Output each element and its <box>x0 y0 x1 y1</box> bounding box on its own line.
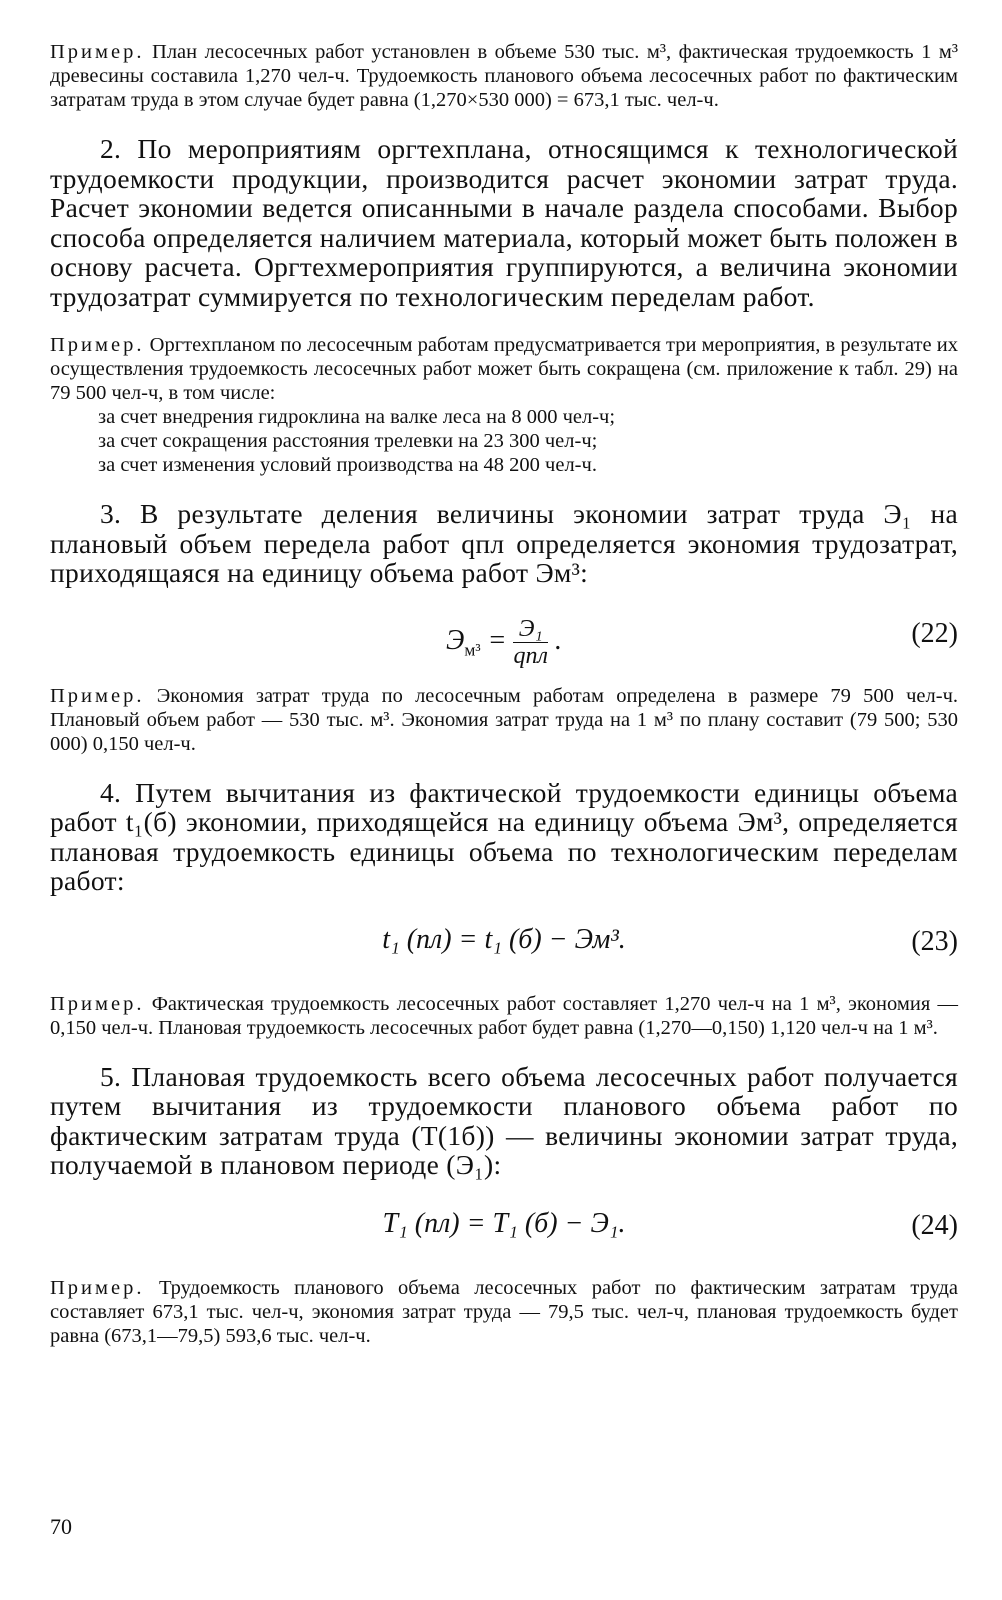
equation-number: (22) <box>911 617 958 649</box>
equation-number: (24) <box>911 1209 958 1241</box>
example-lead: Пример. <box>50 1276 145 1299</box>
paragraph-4: 4. Путем вычитания из фактической трудоемкости единицы объема работ t₁(б) экономии, приходящейся на единицу объема Эм³, определяется плановая трудоемкость единицы объема по технологическим переделам работ: <box>50 776 958 896</box>
formula-body <box>50 616 958 669</box>
formula-eq: = <box>480 624 514 656</box>
formula-23 <box>50 914 958 974</box>
example-4 <box>50 992 958 1040</box>
formula-22 <box>50 606 958 669</box>
example-lead: Пример. <box>50 41 145 63</box>
formula-lhs: Э <box>446 624 465 656</box>
paragraph-3: 3. В результате деления величины экономии затрат труда Э₁ на плановый объем передела работ qпл определяется экономия трудозатрат, приходящаяся на единицу объема работ Эм³: <box>50 498 958 588</box>
example-lead: Пример. <box>50 992 145 1015</box>
paragraph-5: 5. Плановая трудоемкость всего объема лесосечных работ получается путем вычитания из трудоемкости планового объема работ по фактическим затратам труда (T(1б)) — величины экономии затрат труда, получаемой в плановом периоде (Э₁): <box>50 1060 958 1180</box>
example-1 <box>50 40 958 112</box>
fraction <box>513 616 547 669</box>
example-text: Оргтехпланом по лесосечным работам предусматривается три мероприятия, в результате их осуществления трудоемкость лесосечных работ может быть сокращена (см. приложение к табл. 29) на 79 500 чел-ч, в том числе: <box>50 334 958 404</box>
example-lead: Пример. <box>50 684 145 707</box>
example-lead: Пример. <box>50 334 145 356</box>
list-item: за счет изменения условий производства на 48 200 чел-ч. <box>98 454 597 476</box>
example-text: Фактическая трудоемкость лесосечных работ составляет 1,270 чел-ч на 1 м³, экономия — 0,150 чел-ч. Плановая трудоемкость лесосечных работ будет равна (1,270—0,150) 1,120 чел-ч на 1 м³. <box>50 992 958 1039</box>
page-number: 70 <box>50 1514 72 1539</box>
example-5 <box>50 1276 958 1348</box>
example-text: План лесосечных работ установлен в объеме 530 тыс. м³, фактическая трудоемкость 1 м³ древесины составила 1,270 чел-ч. Трудоемкость планового объема лесосечных работ по фактическим затратам труда в этом случае будет равна (1,270×530 000) = 673,1 тыс. чел-ч. <box>50 41 959 111</box>
equation-number: (23) <box>911 925 958 957</box>
example-text: Экономия затрат труда по лесосечным работам определена в размере 79 500 чел-ч. Плановый объем работ — 530 тыс. м³. Экономия затрат труда на 1 м³ по плану составит (79 500; 530 000) 0,150 чел-ч. <box>50 684 959 755</box>
example-3 <box>50 684 958 756</box>
paragraph-2: 2. По мероприятиям оргтехплана, относящимся к технологической трудоемкости продукции, производится расчет экономии затрат труда. Расчет экономии ведется описанными в начале раздела способами. Выбор способа определяется наличием материала, который может быть положен в основу расчета. Оргтехмероприятия группируются, а величина экономии трудозатрат суммируется по технологическим переделам работ. <box>50 133 958 312</box>
list-item: за счет внедрения гидроклина на валке леса на 8 000 чел-ч; <box>98 406 616 428</box>
fraction-numerator: Э₁ <box>513 616 547 643</box>
formula-body: T₁ (пл) = T₁ (б) − Э₁. <box>382 1207 626 1239</box>
formula-24 <box>50 1198 958 1258</box>
fraction-denominator: qпл <box>513 642 548 669</box>
formula-lhs-sub: м³ <box>464 640 481 660</box>
formula-tail: . <box>547 624 562 656</box>
example-text: Трудоемкость планового объема лесосечных работ по фактическим затратам труда составляет 673,1 тыс. чел-ч, экономия затрат труда — 79,5 тыс. чел-ч, плановая трудоемкость будет равна (673,1—79,5) 593,6 тыс. чел-ч. <box>50 1276 958 1347</box>
list-item: за счет сокращения расстояния трелевки на 23 300 чел-ч; <box>98 430 598 452</box>
example-2 <box>50 333 958 477</box>
formula-body: t₁ (пл) = t₁ (б) − Эм³. <box>382 923 626 955</box>
